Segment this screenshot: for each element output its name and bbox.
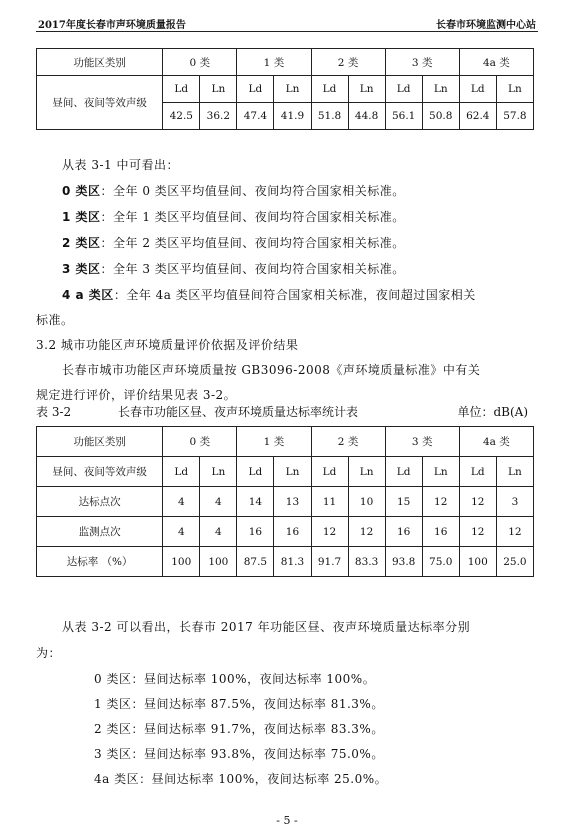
sub-header: Ld — [459, 76, 496, 103]
row-header: 达标率 （%） — [37, 547, 163, 577]
table-cell: 81.3 — [274, 547, 311, 577]
table-header-row — [37, 49, 534, 76]
row-header: 功能区类别 — [37, 49, 163, 76]
table-cell: 51.8 — [311, 103, 348, 130]
class-label: 3 类区 — [62, 262, 101, 276]
table-cell: 12 — [459, 487, 496, 517]
table-cell: 12 — [496, 517, 533, 547]
sub-header: Ln — [274, 76, 311, 103]
table-cell: 16 — [237, 517, 274, 547]
table-title: 长春市功能区昼、夜声环境质量达标率统计表 — [118, 405, 359, 419]
result-line — [62, 260, 405, 277]
result-text: ：全年 2 类区平均值昼间、夜间均符合国家相关标准。 — [100, 236, 405, 250]
class-header: 2 类 — [311, 49, 385, 76]
table-3-1 — [36, 48, 534, 130]
table-cell: 14 — [237, 487, 274, 517]
result-line — [62, 234, 405, 251]
class-header: 1 类 — [237, 427, 311, 457]
result-line-continuation: 标准。 — [36, 313, 74, 327]
table-cell: 100 — [200, 547, 237, 577]
class-header: 1 类 — [237, 49, 311, 76]
section-heading: 3.2 城市功能区声环境质量评价依据及评价结果 — [36, 338, 299, 352]
sub-header: Ln — [348, 457, 385, 487]
class-label: 1 类区 — [62, 210, 101, 224]
table-row — [37, 547, 534, 577]
table-cell: 25.0 — [496, 547, 533, 577]
table-3-2 — [36, 426, 534, 577]
section-paragraph: 规定进行评价，评价结果见表 3-2。 — [36, 388, 237, 402]
table-cell: 36.2 — [200, 103, 237, 130]
table-cell: 41.9 — [274, 103, 311, 130]
table-cell: 4 — [200, 487, 237, 517]
table-cell: 44.8 — [348, 103, 385, 130]
sub-header: Ld — [311, 76, 348, 103]
summary-paragraph: 为： — [36, 646, 62, 660]
sub-header: Ld — [163, 76, 200, 103]
table-cell: 12 — [422, 487, 459, 517]
result-text: ：全年 4a 类区平均值昼间符合国家相关标准，夜间超过国家相关 — [113, 288, 476, 302]
class-label: 0 类区 — [62, 184, 101, 198]
class-header: 4a 类 — [459, 49, 533, 76]
rate-line: 2 类区：昼间达标率 91.7%，夜间达标率 83.3%。 — [94, 722, 384, 736]
rate-line: 0 类区：昼间达标率 100%，夜间达标率 100%。 — [94, 672, 376, 686]
summary-paragraph: 从表 3-2 可以看出，长春市 2017 年功能区昼、夜声环境质量达标率分别 — [62, 620, 471, 634]
table-cell: 3 — [496, 487, 533, 517]
sub-header: Ld — [237, 76, 274, 103]
sub-header: Ln — [200, 76, 237, 103]
result-line — [62, 208, 405, 225]
result-text: ：全年 1 类区平均值昼间、夜间均符合国家相关标准。 — [100, 210, 405, 224]
intro-text: 从表 3-1 中可看出： — [62, 158, 179, 172]
result-line — [62, 182, 405, 199]
rate-line: 3 类区：昼间达标率 93.8%，夜间达标率 75.0%。 — [94, 747, 384, 761]
class-header: 4a 类 — [459, 427, 533, 457]
table-cell: 10 — [348, 487, 385, 517]
table-cell: 42.5 — [163, 103, 200, 130]
table-cell: 100 — [163, 547, 200, 577]
section-paragraph: 长春市城市功能区声环境质量按 GB3096-2008《声环境质量标准》中有关 — [62, 363, 481, 377]
class-header: 2 类 — [311, 427, 385, 457]
table-cell: 12 — [311, 517, 348, 547]
row-header: 功能区类别 — [37, 427, 163, 457]
class-label: 2 类区 — [62, 236, 101, 250]
organization-name: 长春市环境监测中心站 — [436, 20, 536, 31]
table-cell: 4 — [163, 517, 200, 547]
report-title: 2017年度长春市声环境质量报告 — [38, 20, 186, 31]
sub-header: Ln — [274, 457, 311, 487]
sub-header: Ld — [459, 457, 496, 487]
sub-header: Ld — [237, 457, 274, 487]
table-number: 表 3-2 — [36, 405, 72, 419]
sub-header: Ln — [496, 76, 533, 103]
table-cell: 15 — [385, 487, 422, 517]
table-cell: 87.5 — [237, 547, 274, 577]
page-number: - 5 - — [276, 814, 298, 827]
table-cell: 16 — [385, 517, 422, 547]
table-cell: 50.8 — [422, 103, 459, 130]
table-cell: 12 — [459, 517, 496, 547]
table-cell: 75.0 — [422, 547, 459, 577]
table-cell: 16 — [422, 517, 459, 547]
row-header: 昼间、夜间等效声级 — [37, 457, 163, 487]
result-text: ：全年 3 类区平均值昼间、夜间均符合国家相关标准。 — [100, 262, 405, 276]
class-header: 0 类 — [163, 427, 237, 457]
table-cell: 16 — [274, 517, 311, 547]
result-text: ：全年 0 类区平均值昼间、夜间均符合国家相关标准。 — [100, 184, 405, 198]
row-header: 监测点次 — [37, 517, 163, 547]
table-header-row — [37, 457, 534, 487]
table-cell: 47.4 — [237, 103, 274, 130]
sub-header: Ld — [311, 457, 348, 487]
row-header: 达标点次 — [37, 487, 163, 517]
table-row — [37, 76, 534, 103]
table-cell: 83.3 — [348, 547, 385, 577]
sub-header: Ld — [385, 76, 422, 103]
class-header: 0 类 — [163, 49, 237, 76]
result-line — [62, 286, 476, 303]
class-header: 3 类 — [385, 427, 459, 457]
table-cell: 57.8 — [496, 103, 533, 130]
sub-header: Ln — [422, 457, 459, 487]
rate-line: 1 类区：昼间达标率 87.5%，夜间达标率 81.3%。 — [94, 697, 384, 711]
table-header-row — [37, 427, 534, 457]
table-cell: 56.1 — [385, 103, 422, 130]
class-header: 3 类 — [385, 49, 459, 76]
table-cell: 62.4 — [459, 103, 496, 130]
sub-header: Ld — [385, 457, 422, 487]
table-cell: 4 — [163, 487, 200, 517]
table-cell: 93.8 — [385, 547, 422, 577]
table-row — [37, 517, 534, 547]
sub-header: Ln — [496, 457, 533, 487]
table-cell: 11 — [311, 487, 348, 517]
table-cell: 12 — [348, 517, 385, 547]
sub-header: Ln — [200, 457, 237, 487]
sub-header: Ln — [422, 76, 459, 103]
table-unit: 单位：dB(A) — [457, 405, 528, 419]
table-row — [37, 487, 534, 517]
table-cell: 100 — [459, 547, 496, 577]
sub-header: Ld — [163, 457, 200, 487]
page-header — [36, 14, 538, 32]
sub-header: Ln — [348, 76, 385, 103]
class-label: 4 a 类区 — [62, 288, 114, 302]
table-cell: 13 — [274, 487, 311, 517]
table-cell: 4 — [200, 517, 237, 547]
row-header: 昼间、夜间等效声级 — [37, 76, 163, 130]
rate-line: 4a 类区：昼间达标率 100%，夜间达标率 25.0%。 — [94, 772, 388, 786]
table-cell: 91.7 — [311, 547, 348, 577]
